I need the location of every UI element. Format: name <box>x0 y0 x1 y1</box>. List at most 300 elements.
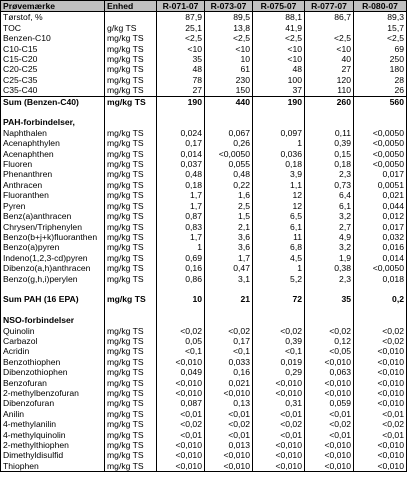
table-row <box>1 274 407 284</box>
value-cell: <0,010 <box>305 440 354 450</box>
row-label-cell: C10-C15 <box>1 44 105 54</box>
value-cell: 110 <box>305 85 354 96</box>
table-row <box>1 336 407 346</box>
row-label-cell: Dimethyldisulfid <box>1 450 105 460</box>
row-label-cell: Benzo(g,h,i)perylen <box>1 274 105 284</box>
value-cell: 0,087 <box>157 398 205 408</box>
table-row <box>1 326 407 336</box>
value-cell: <0,010 <box>305 388 354 398</box>
row-label-cell: Benzo(a)pyren <box>1 242 105 252</box>
value-cell: 89,5 <box>205 12 253 23</box>
value-cell: 0,037 <box>157 159 205 169</box>
unit-cell: mg/kg TS <box>105 222 157 232</box>
value-cell: 0,017 <box>354 169 407 179</box>
value-cell: <0,010 <box>157 388 205 398</box>
value-cell: 28 <box>354 75 407 85</box>
value-cell: 440 <box>205 96 253 107</box>
value-cell: 0,097 <box>253 128 305 138</box>
value-cell: 1 <box>157 242 205 252</box>
table-row <box>1 44 407 54</box>
value-cell: 260 <box>305 96 354 107</box>
table-row <box>1 201 407 211</box>
value-cell: 10 <box>157 294 205 304</box>
unit-cell: mg/kg TS <box>105 211 157 221</box>
value-cell: 0,032 <box>354 232 407 242</box>
unit-cell <box>105 315 157 325</box>
col-header-sample: R-073-07 <box>205 1 253 12</box>
value-cell: 35 <box>157 54 205 64</box>
value-cell: 48 <box>253 64 305 74</box>
value-cell: 0,17 <box>205 336 253 346</box>
row-label-cell: Fluoranthen <box>1 190 105 200</box>
value-cell: <0,010 <box>253 450 305 460</box>
unit-cell: mg/kg TS <box>105 159 157 169</box>
value-cell: <0,02 <box>354 419 407 429</box>
value-cell: 0,13 <box>205 398 253 408</box>
value-cell: 1,1 <box>253 180 305 190</box>
value-cell: <0,01 <box>157 430 205 440</box>
table-row <box>1 450 407 460</box>
value-cell: 3,1 <box>205 274 253 284</box>
value-cell <box>157 305 205 315</box>
value-cell: <0,01 <box>305 430 354 440</box>
value-cell: 1,5 <box>205 211 253 221</box>
value-cell <box>354 315 407 325</box>
value-cell: 87,9 <box>157 12 205 23</box>
value-cell: 2,1 <box>205 222 253 232</box>
table-row <box>1 430 407 440</box>
table-row <box>1 294 407 304</box>
unit-cell: mg/kg TS <box>105 232 157 242</box>
row-label-cell: Acridin <box>1 346 105 356</box>
value-cell: 120 <box>305 75 354 85</box>
value-cell: <0,010 <box>253 461 305 472</box>
value-cell: <0,0050 <box>354 128 407 138</box>
table-row <box>1 75 407 85</box>
unit-cell: mg/kg TS <box>105 409 157 419</box>
value-cell: 69 <box>354 44 407 54</box>
value-cell: 12 <box>253 190 305 200</box>
unit-cell: mg/kg TS <box>105 440 157 450</box>
unit-cell: mg/kg TS <box>105 64 157 74</box>
value-cell: 0,11 <box>305 128 354 138</box>
row-label-cell: Sum (Benzen-C40) <box>1 96 105 107</box>
value-cell: 0,16 <box>205 367 253 377</box>
value-cell: 0,18 <box>157 180 205 190</box>
value-cell: 0,014 <box>157 149 205 159</box>
value-cell: <0,01 <box>305 409 354 419</box>
row-label-cell: C15-C20 <box>1 54 105 64</box>
unit-cell: mg/kg TS <box>105 367 157 377</box>
table-row <box>1 378 407 388</box>
table-row <box>1 419 407 429</box>
value-cell <box>354 284 407 294</box>
value-cell: <0,02 <box>253 419 305 429</box>
value-cell: 27 <box>157 85 205 96</box>
value-cell: <0,010 <box>157 461 205 472</box>
row-label-cell: Fluoren <box>1 159 105 169</box>
value-cell: <0,0050 <box>205 149 253 159</box>
value-cell: <0,01 <box>354 409 407 419</box>
value-cell: 0,021 <box>354 190 407 200</box>
value-cell: 250 <box>354 54 407 64</box>
value-cell: 1,7 <box>205 253 253 263</box>
row-label-cell: Naphthalen <box>1 128 105 138</box>
value-cell: <0,0050 <box>354 263 407 273</box>
unit-cell: mg/kg TS <box>105 388 157 398</box>
value-cell: 0,017 <box>354 222 407 232</box>
table-row <box>1 461 407 472</box>
table-row <box>1 211 407 221</box>
value-cell: 0,38 <box>305 263 354 273</box>
value-cell: 0,15 <box>305 149 354 159</box>
col-header-sample-label: Prøvemærke <box>1 1 105 12</box>
value-cell: 3,6 <box>205 242 253 252</box>
value-cell: <10 <box>253 44 305 54</box>
value-cell: 26 <box>354 85 407 96</box>
row-label-cell: C20-C25 <box>1 64 105 74</box>
table-row <box>1 253 407 263</box>
value-cell: <2,5 <box>157 33 205 43</box>
value-cell: 0,29 <box>253 367 305 377</box>
col-header-sample: R-077-07 <box>305 1 354 12</box>
table-row <box>1 149 407 159</box>
value-cell <box>253 107 305 117</box>
value-cell: 37 <box>253 85 305 96</box>
table-row <box>1 388 407 398</box>
unit-cell: mg/kg TS <box>105 75 157 85</box>
value-cell <box>205 315 253 325</box>
value-cell: 89,3 <box>354 12 407 23</box>
value-cell: 0,18 <box>305 159 354 169</box>
value-cell: 2,5 <box>205 201 253 211</box>
table-row <box>1 409 407 419</box>
value-cell <box>205 284 253 294</box>
table-row <box>1 33 407 43</box>
unit-cell: mg/kg TS <box>105 398 157 408</box>
value-cell: <10 <box>253 54 305 64</box>
value-cell: <0,010 <box>253 378 305 388</box>
value-cell: 4,9 <box>305 232 354 242</box>
value-cell: <0,010 <box>305 461 354 472</box>
value-cell: <10 <box>157 44 205 54</box>
value-cell <box>205 117 253 127</box>
value-cell <box>157 107 205 117</box>
value-cell: <0,010 <box>305 378 354 388</box>
row-label-cell: 2-methylthiophen <box>1 440 105 450</box>
value-cell: 0,69 <box>157 253 205 263</box>
table-row <box>1 180 407 190</box>
value-cell: <0,010 <box>354 450 407 460</box>
value-cell: <0,01 <box>205 430 253 440</box>
unit-cell: mg/kg TS <box>105 190 157 200</box>
value-cell <box>253 117 305 127</box>
value-cell: <0,010 <box>354 388 407 398</box>
value-cell <box>305 284 354 294</box>
value-cell: 0,0051 <box>354 180 407 190</box>
value-cell: 2,3 <box>305 274 354 284</box>
row-label-cell: Benzofuran <box>1 378 105 388</box>
row-label-cell: Acenaphthylen <box>1 138 105 148</box>
value-cell: 1,6 <box>205 190 253 200</box>
value-cell: 1,9 <box>305 253 354 263</box>
table-row <box>1 190 407 200</box>
row-label-cell: Acenaphthen <box>1 149 105 159</box>
unit-cell: mg/kg TS <box>105 346 157 356</box>
value-cell <box>354 305 407 315</box>
value-cell: 0,39 <box>305 138 354 148</box>
unit-cell <box>105 117 157 127</box>
value-cell: 6,4 <box>305 190 354 200</box>
value-cell: <0,0050 <box>354 159 407 169</box>
row-label-cell: Quinolin <box>1 326 105 336</box>
table-row <box>1 222 407 232</box>
row-label-cell <box>1 284 105 294</box>
unit-cell: g/kg TS <box>105 23 157 33</box>
value-cell: 0,067 <box>205 128 253 138</box>
value-cell <box>253 305 305 315</box>
value-cell: <0,010 <box>157 378 205 388</box>
table-row <box>1 263 407 273</box>
value-cell: <0,010 <box>157 357 205 367</box>
value-cell: 35 <box>305 294 354 304</box>
value-cell: <0,010 <box>305 357 354 367</box>
value-cell: 3,6 <box>205 232 253 242</box>
value-cell: 230 <box>205 75 253 85</box>
value-cell: 1 <box>253 263 305 273</box>
value-cell: 0,024 <box>157 128 205 138</box>
row-label-cell: TOC <box>1 23 105 33</box>
unit-cell: mg/kg TS <box>105 274 157 284</box>
value-cell: 0,22 <box>205 180 253 190</box>
value-cell <box>305 107 354 117</box>
table-row <box>1 64 407 74</box>
value-cell <box>205 107 253 117</box>
unit-cell: mg/kg TS <box>105 378 157 388</box>
unit-cell: mg/kg TS <box>105 242 157 252</box>
value-cell: <0,02 <box>205 419 253 429</box>
row-label-cell <box>1 107 105 117</box>
value-cell: <0,05 <box>305 346 354 356</box>
unit-cell <box>105 12 157 23</box>
value-cell: 41,9 <box>253 23 305 33</box>
value-cell: 6,1 <box>305 201 354 211</box>
value-cell: 0,26 <box>205 138 253 148</box>
value-cell: 1,7 <box>157 201 205 211</box>
value-cell: <0,01 <box>205 409 253 419</box>
value-cell <box>305 23 354 33</box>
value-cell: <0,010 <box>157 450 205 460</box>
value-cell: 0,86 <box>157 274 205 284</box>
value-cell: <0,010 <box>354 367 407 377</box>
table-row <box>1 128 407 138</box>
col-header-sample: R-080-07 <box>354 1 407 12</box>
value-cell: <0,010 <box>205 461 253 472</box>
value-cell: <2,5 <box>354 33 407 43</box>
unit-cell: mg/kg TS <box>105 461 157 472</box>
value-cell: 11 <box>253 232 305 242</box>
value-cell: 0,019 <box>253 357 305 367</box>
unit-cell: mg/kg TS <box>105 180 157 190</box>
value-cell: 0,48 <box>205 169 253 179</box>
unit-cell: mg/kg TS <box>105 85 157 96</box>
value-cell: 0,014 <box>354 253 407 263</box>
value-cell: 150 <box>205 85 253 96</box>
value-cell: <0,010 <box>205 450 253 460</box>
row-label-cell: Chrysen/Triphenylen <box>1 222 105 232</box>
value-cell: 180 <box>354 64 407 74</box>
table-row <box>1 169 407 179</box>
value-cell: 0,036 <box>253 149 305 159</box>
value-cell: 0,05 <box>157 336 205 346</box>
row-label-cell: Anthracen <box>1 180 105 190</box>
unit-cell: mg/kg TS <box>105 450 157 460</box>
value-cell: 0,021 <box>205 378 253 388</box>
row-label-cell: 2-methylbenzofuran <box>1 388 105 398</box>
table-row <box>1 346 407 356</box>
table-row <box>1 107 407 117</box>
row-label-cell: Benzothiophen <box>1 357 105 367</box>
row-label-cell <box>1 305 105 315</box>
value-cell: <0,010 <box>354 357 407 367</box>
row-label-cell: Benzo(b+j+k)fluoranthen <box>1 232 105 242</box>
row-label-cell: C35-C40 <box>1 85 105 96</box>
row-label-cell: Benz(a)anthracen <box>1 211 105 221</box>
value-cell: <0,02 <box>157 419 205 429</box>
value-cell: 86,7 <box>305 12 354 23</box>
value-cell: 48 <box>157 64 205 74</box>
value-cell: 6,8 <box>253 242 305 252</box>
row-label-cell: Dibenzofuran <box>1 398 105 408</box>
table-row <box>1 85 407 96</box>
value-cell: 12 <box>253 201 305 211</box>
unit-cell: mg/kg TS <box>105 54 157 64</box>
col-header-unit: Enhed <box>105 1 157 12</box>
unit-cell: mg/kg TS <box>105 336 157 346</box>
value-cell: 0,2 <box>354 294 407 304</box>
value-cell: <0,010 <box>157 440 205 450</box>
row-label-cell: Carbazol <box>1 336 105 346</box>
value-cell: 72 <box>253 294 305 304</box>
value-cell <box>305 305 354 315</box>
value-cell: 2,7 <box>305 222 354 232</box>
unit-cell: mg/kg TS <box>105 44 157 54</box>
value-cell <box>253 284 305 294</box>
value-cell: <0,02 <box>205 326 253 336</box>
row-label-cell: Benzen-C10 <box>1 33 105 43</box>
value-cell: 21 <box>205 294 253 304</box>
table-row <box>1 284 407 294</box>
value-cell: 40 <box>305 54 354 64</box>
unit-cell <box>105 107 157 117</box>
col-header-sample: R-075-07 <box>253 1 305 12</box>
table-row <box>1 23 407 33</box>
value-cell: 1,7 <box>157 190 205 200</box>
value-cell: 560 <box>354 96 407 107</box>
unit-cell: mg/kg TS <box>105 96 157 107</box>
value-cell <box>205 305 253 315</box>
unit-cell <box>105 284 157 294</box>
value-cell: 0,47 <box>205 263 253 273</box>
table-row <box>1 367 407 377</box>
table-row <box>1 96 407 107</box>
value-cell: 1,7 <box>157 232 205 242</box>
table-row <box>1 305 407 315</box>
unit-cell: mg/kg TS <box>105 294 157 304</box>
row-label-cell: Thiophen <box>1 461 105 472</box>
value-cell: 78 <box>157 75 205 85</box>
row-label-cell: NSO-forbindelser <box>1 315 105 325</box>
value-cell: 0,12 <box>305 336 354 346</box>
table-row <box>1 117 407 127</box>
value-cell: <0,02 <box>354 336 407 346</box>
value-cell: <0,02 <box>253 326 305 336</box>
value-cell: 0,87 <box>157 211 205 221</box>
unit-cell: mg/kg TS <box>105 357 157 367</box>
value-cell: <0,1 <box>253 346 305 356</box>
value-cell: 0,012 <box>354 211 407 221</box>
row-label-cell: Phenanthren <box>1 169 105 179</box>
row-label-cell: Dibenzo(a,h)anthracen <box>1 263 105 273</box>
value-cell: 15,7 <box>354 23 407 33</box>
value-cell: <0,1 <box>205 346 253 356</box>
value-cell: <2,5 <box>253 33 305 43</box>
table-row <box>1 232 407 242</box>
value-cell: <0,010 <box>354 398 407 408</box>
unit-cell: mg/kg TS <box>105 128 157 138</box>
value-cell: <0,010 <box>354 378 407 388</box>
unit-cell: mg/kg TS <box>105 419 157 429</box>
value-cell <box>253 315 305 325</box>
value-cell: 0,18 <box>253 159 305 169</box>
unit-cell: mg/kg TS <box>105 430 157 440</box>
value-cell: 6,5 <box>253 211 305 221</box>
value-cell: <0,1 <box>157 346 205 356</box>
value-cell: 190 <box>157 96 205 107</box>
value-cell: 0,063 <box>305 367 354 377</box>
value-cell: 0,39 <box>253 336 305 346</box>
row-label-cell: Indeno(1,2,3-cd)pyren <box>1 253 105 263</box>
value-cell: 3,2 <box>305 211 354 221</box>
value-cell <box>305 315 354 325</box>
value-cell: 25,1 <box>157 23 205 33</box>
unit-cell <box>105 305 157 315</box>
unit-cell: mg/kg TS <box>105 149 157 159</box>
row-label-cell: Dibenzothiophen <box>1 367 105 377</box>
value-cell: 0,044 <box>354 201 407 211</box>
value-cell: <0,010 <box>205 388 253 398</box>
value-cell: 0,016 <box>354 242 407 252</box>
table-body <box>1 12 407 472</box>
unit-cell: mg/kg TS <box>105 169 157 179</box>
value-cell: <0,010 <box>354 440 407 450</box>
value-cell <box>354 117 407 127</box>
value-cell: <0,01 <box>157 409 205 419</box>
value-cell: 61 <box>205 64 253 74</box>
row-label-cell: Anilin <box>1 409 105 419</box>
value-cell: 5,2 <box>253 274 305 284</box>
col-header-sample: R-071-07 <box>157 1 205 12</box>
row-label-cell: PAH-forbindelser, <box>1 117 105 127</box>
header-row <box>1 1 407 12</box>
value-cell: 3,2 <box>305 242 354 252</box>
value-cell: 0,055 <box>205 159 253 169</box>
value-cell: 1 <box>253 138 305 148</box>
value-cell <box>354 107 407 117</box>
value-cell: 0,033 <box>205 357 253 367</box>
value-cell: 0,013 <box>205 440 253 450</box>
row-label-cell: Pyren <box>1 201 105 211</box>
